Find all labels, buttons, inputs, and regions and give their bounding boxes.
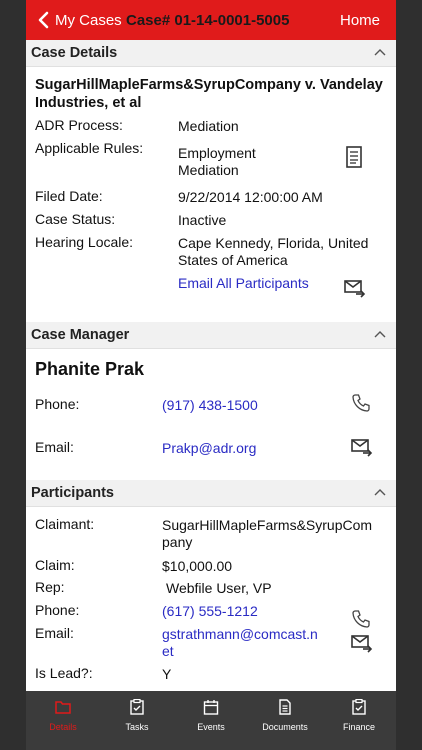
home-button[interactable]: Home (339, 12, 380, 29)
claim-label: Claim: (35, 557, 75, 573)
tab-label: Events (197, 722, 225, 732)
chevron-up-icon[interactable] (374, 489, 386, 496)
tab-label: Documents (262, 722, 308, 732)
email-forward-icon[interactable] (351, 633, 373, 653)
bottom-tab-bar (26, 691, 396, 750)
case-manager-header[interactable] (26, 322, 396, 349)
section-title: Case Manager (31, 327, 130, 343)
case-status-label: Case Status: (35, 211, 116, 227)
participant-email-line1[interactable]: gstrathmann@comcast.n (162, 626, 318, 642)
case-number: Case# 01-14-0001-5005 (126, 12, 290, 29)
is-lead-value: Y (162, 666, 172, 682)
clipboard-check-icon (129, 699, 145, 715)
section-title: Case Details (31, 45, 118, 61)
case-manager-name: Phanite Prak (35, 359, 145, 379)
is-lead-label: Is Lead?: (35, 665, 93, 681)
participants-header[interactable] (26, 480, 396, 507)
claimant-line1: SugarHillMapleFarms&SyrupCom (162, 517, 373, 533)
tab-documents[interactable] (248, 691, 322, 750)
case-details-header[interactable] (26, 40, 396, 67)
email-all-participants-link[interactable]: Email All Participants (178, 275, 309, 291)
claim-value: $10,000.00 (162, 558, 233, 574)
filed-date-label: Filed Date: (35, 188, 103, 204)
chevron-up-icon[interactable] (374, 331, 386, 338)
hearing-locale-label: Hearing Locale: (35, 234, 134, 250)
tab-details[interactable] (26, 691, 100, 750)
email-forward-icon[interactable] (351, 437, 373, 457)
claimant-line2: pany (162, 534, 193, 550)
manager-email-link[interactable]: Prakp@adr.org (162, 440, 257, 456)
folder-icon (55, 699, 71, 715)
rules-document-icon[interactable] (345, 146, 363, 168)
tab-tasks[interactable] (100, 691, 174, 750)
adr-process-value: Mediation (178, 118, 239, 134)
participant-email-label: Email: (35, 625, 74, 641)
phone-icon[interactable] (351, 609, 371, 629)
back-chevron-icon[interactable] (36, 11, 52, 29)
tab-events[interactable] (174, 691, 248, 750)
case-name: SugarHillMapleFarms&SyrupCompany v. Vandelay Industries, et al (35, 77, 383, 111)
app-screen (26, 0, 396, 750)
applicable-rules-line2: Mediation (178, 162, 239, 178)
tab-finance[interactable] (322, 691, 396, 750)
applicable-rules-line1: Employment (178, 145, 256, 161)
tab-label: Details (49, 722, 77, 732)
hearing-locale-line2: States of America (178, 252, 288, 268)
applicable-rules-label: Applicable Rules: (35, 140, 144, 156)
chevron-up-icon[interactable] (374, 49, 386, 56)
participant-phone-link[interactable]: (617) 555-1212 (162, 603, 258, 619)
tab-label: Tasks (125, 722, 149, 732)
document-icon (277, 699, 293, 715)
manager-email-label: Email: (35, 439, 74, 455)
participant-email-line2[interactable]: et (162, 643, 174, 659)
participant-phone-label: Phone: (35, 602, 80, 618)
manager-phone-link[interactable]: (917) 438-1500 (162, 397, 258, 413)
section-title: Participants (31, 485, 114, 501)
top-nav-bar (26, 0, 396, 40)
filed-date-value: 9/22/2014 12:00:00 AM (178, 189, 323, 205)
tab-label: Finance (342, 722, 376, 732)
phone-icon[interactable] (351, 393, 371, 413)
claimant-label: Claimant: (35, 516, 95, 532)
my-cases-button[interactable]: My Cases (55, 12, 122, 29)
rep-label: Rep: (35, 579, 65, 595)
adr-process-label: ADR Process: (35, 117, 123, 133)
rep-value: Webfile User, VP (166, 580, 272, 596)
case-status-value: Inactive (178, 212, 227, 228)
hearing-locale-line1: Cape Kennedy, Florida, United (178, 235, 369, 251)
email-forward-icon[interactable] (344, 278, 366, 298)
calendar-icon (203, 699, 219, 715)
manager-phone-label: Phone: (35, 396, 80, 412)
clipboard-check-icon (351, 699, 367, 715)
